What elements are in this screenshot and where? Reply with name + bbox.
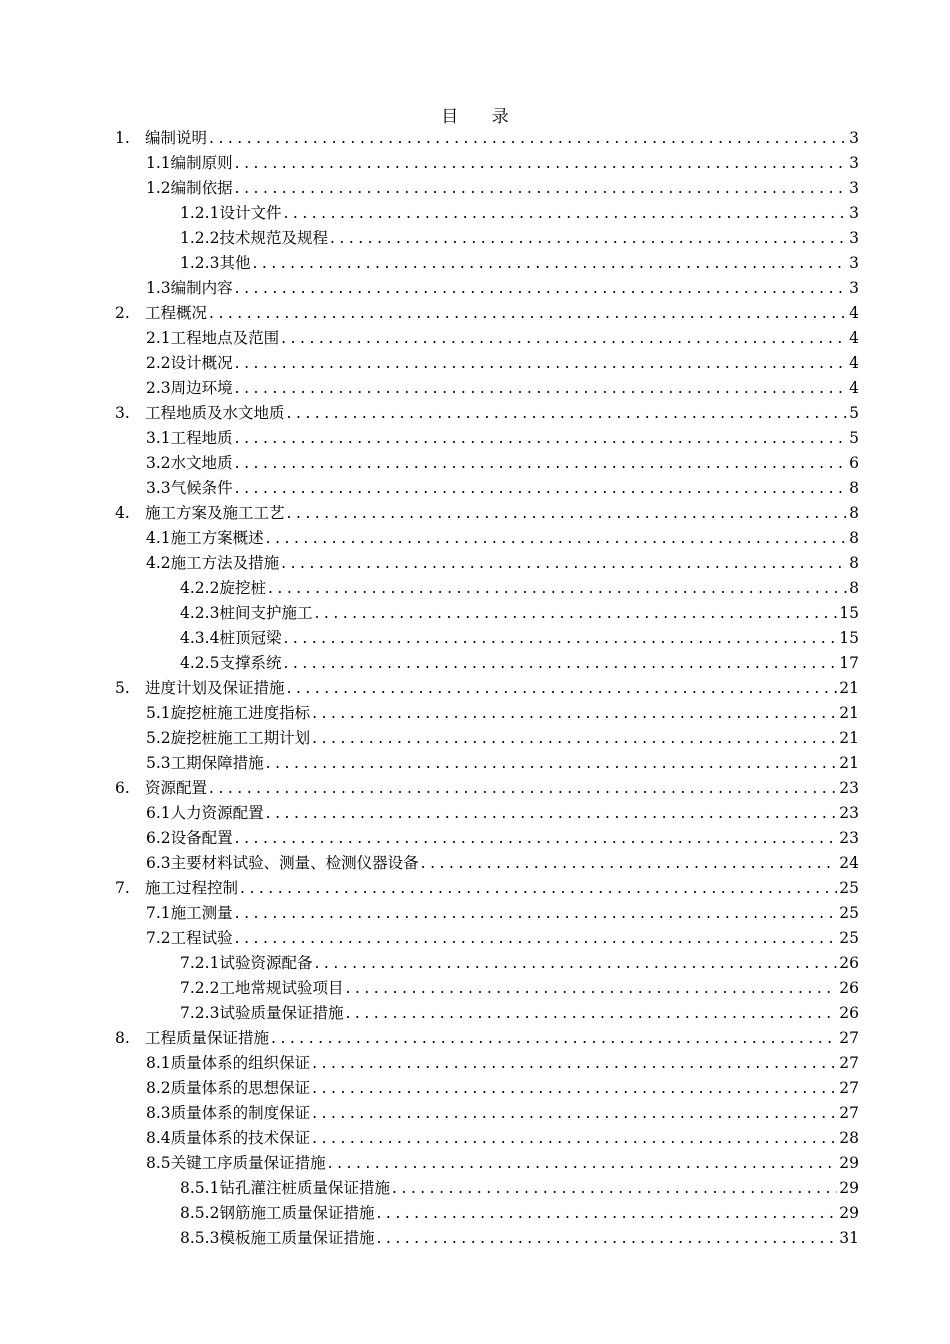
toc-entry-page: 23 bbox=[839, 779, 859, 797]
toc-entry-page: 23 bbox=[839, 829, 859, 847]
toc-entry-number: 1.2.1 bbox=[180, 204, 220, 222]
toc-entry-number: 6.3 bbox=[146, 854, 171, 872]
toc-leader-dots bbox=[330, 226, 847, 251]
toc-entry-label: 其他 bbox=[219, 254, 251, 272]
toc-entry-number: 6.1 bbox=[146, 804, 171, 822]
toc-entry-number: 8. bbox=[115, 1029, 130, 1047]
toc-entry[interactable] bbox=[180, 951, 859, 976]
toc-leader-dots bbox=[312, 1051, 837, 1076]
toc-entry[interactable] bbox=[180, 251, 859, 276]
toc-entry-page: 21 bbox=[839, 704, 859, 722]
toc-entry-label: 施工测量 bbox=[170, 904, 233, 922]
toc-entry-label: 质量体系的组织保证 bbox=[170, 1054, 311, 1072]
toc-entry-label: 编制依据 bbox=[170, 179, 233, 197]
toc-entry-page: 23 bbox=[839, 804, 859, 822]
toc-entry-page: 8 bbox=[849, 504, 859, 522]
toc-entry-page: 26 bbox=[839, 1004, 859, 1022]
toc-entry-label: 进度计划及保证措施 bbox=[145, 679, 285, 697]
toc-entry-page: 17 bbox=[839, 654, 859, 672]
toc-entry[interactable] bbox=[146, 1076, 859, 1101]
toc-leader-dots bbox=[314, 951, 837, 976]
toc-entry-page: 8 bbox=[849, 554, 859, 572]
toc-entry-number: 1.1 bbox=[146, 154, 171, 172]
toc-entry-page: 21 bbox=[839, 729, 859, 747]
toc-entry[interactable] bbox=[115, 876, 859, 901]
toc-leader-dots bbox=[283, 201, 847, 226]
toc-entry-page: 4 bbox=[849, 304, 859, 322]
toc-entry[interactable] bbox=[180, 1176, 859, 1201]
toc-entry-page: 5 bbox=[849, 429, 859, 447]
toc-leader-dots bbox=[235, 926, 838, 951]
toc-leader-dots bbox=[235, 276, 847, 301]
toc-leader-dots bbox=[287, 676, 838, 701]
toc-leader-dots bbox=[312, 1101, 837, 1126]
toc-entry[interactable] bbox=[146, 1101, 859, 1126]
toc-entry-number: 2.1 bbox=[146, 329, 171, 347]
toc-entry-number: 1.2 bbox=[146, 179, 171, 197]
toc-entry-number: 7.2.3 bbox=[180, 1004, 220, 1022]
toc-leader-dots bbox=[312, 1076, 837, 1101]
toc-entry-label: 工程质量保证措施 bbox=[145, 1029, 270, 1047]
toc-entry-label: 设计文件 bbox=[219, 204, 282, 222]
toc-entry-label: 钻孔灌注桩质量保证措施 bbox=[219, 1179, 390, 1197]
toc-leader-dots bbox=[376, 1201, 837, 1226]
toc-leader-dots bbox=[281, 551, 847, 576]
toc-entry-number: 2.2 bbox=[146, 354, 171, 372]
toc-entry-page: 29 bbox=[839, 1154, 859, 1172]
toc-entry[interactable] bbox=[146, 176, 859, 201]
toc-entry-number: 5.2 bbox=[146, 729, 171, 747]
toc-entry-label: 水文地质 bbox=[170, 454, 233, 472]
toc-leader-dots bbox=[421, 851, 838, 876]
toc-leader-dots bbox=[209, 776, 837, 801]
toc-entry[interactable] bbox=[146, 276, 859, 301]
toc-entry-page: 31 bbox=[839, 1229, 859, 1247]
toc-entry-page: 21 bbox=[839, 679, 859, 697]
toc-entry-label: 设备配置 bbox=[170, 829, 233, 847]
toc-leader-dots bbox=[312, 1126, 837, 1151]
toc-entry-number: 2.3 bbox=[146, 379, 171, 397]
toc-entry-page: 6 bbox=[849, 454, 859, 472]
toc-entry-label: 施工方案概述 bbox=[170, 529, 264, 547]
toc-entry-label: 资源配置 bbox=[145, 779, 208, 797]
toc-entry-page: 15 bbox=[839, 629, 859, 647]
toc-entry-page: 28 bbox=[839, 1129, 859, 1147]
toc-entry-page: 4 bbox=[849, 329, 859, 347]
toc-entry[interactable] bbox=[146, 926, 859, 951]
toc-entry[interactable] bbox=[146, 351, 859, 376]
toc-leader-dots bbox=[345, 1001, 837, 1026]
toc-leader-dots bbox=[376, 1226, 837, 1251]
toc-entry-label: 质量体系的技术保证 bbox=[170, 1129, 311, 1147]
toc-entry-page: 25 bbox=[839, 904, 859, 922]
toc-entry[interactable] bbox=[146, 751, 859, 776]
toc-entry[interactable] bbox=[146, 726, 859, 751]
toc-leader-dots bbox=[209, 301, 847, 326]
page-title: 目 录 bbox=[441, 107, 523, 127]
toc-entry-label: 设计概况 bbox=[170, 354, 233, 372]
toc-entry-label: 钢筋施工质量保证措施 bbox=[219, 1204, 375, 1222]
toc-entry-page: 3 bbox=[849, 154, 859, 172]
toc-entry[interactable] bbox=[115, 126, 859, 151]
toc-entry-label: 旋挖桩 bbox=[219, 579, 266, 597]
toc-entry-label: 关键工序质量保证措施 bbox=[170, 1154, 326, 1172]
toc-leader-dots bbox=[268, 576, 847, 601]
toc-entry[interactable] bbox=[115, 676, 859, 701]
toc-entry-number: 2. bbox=[115, 304, 130, 322]
toc-entry-label: 工期保障措施 bbox=[170, 754, 264, 772]
toc-entry-number: 8.5.3 bbox=[180, 1229, 220, 1247]
toc-entry[interactable] bbox=[146, 451, 859, 476]
toc-entry-number: 8.1 bbox=[146, 1054, 171, 1072]
toc-leader-dots bbox=[266, 526, 847, 551]
toc-entry-page: 4 bbox=[849, 379, 859, 397]
toc-entry-number: 5. bbox=[115, 679, 130, 697]
toc-leader-dots bbox=[312, 701, 837, 726]
toc-leader-dots bbox=[266, 801, 838, 826]
toc-leader-dots bbox=[328, 1151, 838, 1176]
toc-entry-page: 27 bbox=[839, 1104, 859, 1122]
toc-entry-page: 3 bbox=[849, 179, 859, 197]
toc-entry-number: 1.3 bbox=[146, 279, 171, 297]
toc-entry-number: 1.2.3 bbox=[180, 254, 220, 272]
toc-leader-dots bbox=[235, 151, 847, 176]
toc-entry[interactable] bbox=[180, 976, 859, 1001]
toc-entry-page: 21 bbox=[839, 754, 859, 772]
toc-entry-page: 26 bbox=[839, 954, 859, 972]
toc-entry-label: 人力资源配置 bbox=[170, 804, 264, 822]
toc-entry-label: 编制说明 bbox=[145, 129, 208, 147]
toc-leader-dots bbox=[235, 451, 847, 476]
toc-entry-label: 支撑系统 bbox=[219, 654, 282, 672]
toc-leader-dots bbox=[209, 126, 847, 151]
toc-leader-dots bbox=[271, 1026, 837, 1051]
toc-entry[interactable] bbox=[146, 326, 859, 351]
toc-entry-number: 6.2 bbox=[146, 829, 171, 847]
toc-entry-page: 3 bbox=[849, 204, 859, 222]
toc-entry-page: 25 bbox=[839, 929, 859, 947]
toc-entry-number: 3.1 bbox=[146, 429, 171, 447]
toc-entry-label: 施工方案及施工工艺 bbox=[145, 504, 285, 522]
toc-leader-dots bbox=[235, 476, 847, 501]
toc-entry-number: 3.3 bbox=[146, 479, 171, 497]
toc-entry-number: 7.2.1 bbox=[180, 954, 220, 972]
toc-leader-dots bbox=[235, 826, 838, 851]
toc-leader-dots bbox=[392, 1176, 837, 1201]
toc-entry-number: 8.5.1 bbox=[180, 1179, 220, 1197]
toc-entry[interactable] bbox=[115, 301, 859, 326]
toc-leader-dots bbox=[266, 751, 838, 776]
toc-entry-number: 4.2.3 bbox=[180, 604, 220, 622]
toc-entry[interactable] bbox=[115, 776, 859, 801]
toc-entry-label: 工程地质 bbox=[170, 429, 233, 447]
toc-leader-dots bbox=[312, 726, 837, 751]
toc-entry-page: 3 bbox=[849, 129, 859, 147]
toc-entry[interactable] bbox=[180, 1226, 859, 1251]
toc-entry-number: 4. bbox=[115, 504, 130, 522]
toc-entry[interactable] bbox=[115, 401, 859, 426]
toc-entry-label: 旋挖桩施工进度指标 bbox=[170, 704, 311, 722]
toc-entry[interactable] bbox=[146, 526, 859, 551]
toc-entry-label: 桩间支护施工 bbox=[219, 604, 313, 622]
toc-entry-page: 27 bbox=[839, 1079, 859, 1097]
toc-entry[interactable] bbox=[180, 626, 859, 651]
toc-entry-number: 7.2 bbox=[146, 929, 171, 947]
toc-entry-page: 27 bbox=[839, 1029, 859, 1047]
toc-entry-page: 15 bbox=[839, 604, 859, 622]
toc-entry-page: 27 bbox=[839, 1054, 859, 1072]
toc-entry-number: 8.2 bbox=[146, 1079, 171, 1097]
toc-entry[interactable] bbox=[180, 576, 859, 601]
toc-entry-label: 施工方法及措施 bbox=[170, 554, 280, 572]
toc-entry-label: 模板施工质量保证措施 bbox=[219, 1229, 375, 1247]
toc-leader-dots bbox=[235, 901, 838, 926]
toc-entry[interactable] bbox=[146, 701, 859, 726]
toc-entry-number: 4.3.4 bbox=[180, 629, 220, 647]
toc-entry-label: 周边环境 bbox=[170, 379, 233, 397]
toc-entry-label: 质量体系的思想保证 bbox=[170, 1079, 311, 1097]
toc-entry-number: 1.2.2 bbox=[180, 229, 220, 247]
toc-entry-label: 编制原则 bbox=[170, 154, 233, 172]
toc-leader-dots bbox=[287, 401, 847, 426]
toc-entry[interactable] bbox=[146, 1151, 859, 1176]
toc-entry-number: 3. bbox=[115, 404, 130, 422]
toc-entry-number: 4.2 bbox=[146, 554, 171, 572]
toc-entry-page: 8 bbox=[849, 579, 859, 597]
toc-entry-number: 7. bbox=[115, 879, 130, 897]
toc-entry-label: 主要材料试验、测量、检测仪器设备 bbox=[170, 854, 419, 872]
toc-entry-label: 工程试验 bbox=[170, 929, 233, 947]
toc-entry-label: 气候条件 bbox=[170, 479, 233, 497]
toc-entry-page: 4 bbox=[849, 354, 859, 372]
toc-entry[interactable] bbox=[146, 426, 859, 451]
toc-entry-number: 3.2 bbox=[146, 454, 171, 472]
toc-entry[interactable] bbox=[115, 501, 859, 526]
toc-entry[interactable] bbox=[146, 551, 859, 576]
toc-leader-dots bbox=[314, 601, 837, 626]
toc-entry[interactable] bbox=[180, 1201, 859, 1226]
toc-entry[interactable] bbox=[146, 801, 859, 826]
toc-leader-dots bbox=[235, 176, 847, 201]
toc-leader-dots bbox=[287, 501, 847, 526]
toc-entry-page: 24 bbox=[839, 854, 859, 872]
toc-entry-number: 4.1 bbox=[146, 529, 171, 547]
toc-entry-page: 8 bbox=[849, 529, 859, 547]
toc-entry[interactable] bbox=[146, 851, 859, 876]
toc-entry-page: 3 bbox=[849, 254, 859, 272]
toc-leader-dots bbox=[281, 326, 847, 351]
toc-entry[interactable] bbox=[180, 1001, 859, 1026]
toc-entry-label: 试验质量保证措施 bbox=[219, 1004, 344, 1022]
toc-entry[interactable] bbox=[146, 151, 859, 176]
toc-entry-number: 8.4 bbox=[146, 1129, 171, 1147]
toc-entry-number: 7.1 bbox=[146, 904, 171, 922]
toc-entry[interactable] bbox=[115, 1026, 859, 1051]
toc-entry[interactable] bbox=[146, 1051, 859, 1076]
toc-entry[interactable] bbox=[146, 901, 859, 926]
toc-entry-number: 8.5.2 bbox=[180, 1204, 220, 1222]
toc-leader-dots bbox=[235, 426, 847, 451]
toc-entry[interactable] bbox=[180, 201, 859, 226]
toc-entry-label: 工程地点及范围 bbox=[170, 329, 280, 347]
toc-entry[interactable] bbox=[180, 226, 859, 251]
toc-leader-dots bbox=[283, 626, 837, 651]
toc-entry-number: 6. bbox=[115, 779, 130, 797]
toc-entry-label: 旋挖桩施工工期计划 bbox=[170, 729, 311, 747]
toc-entry-number: 5.1 bbox=[146, 704, 171, 722]
toc-entry-label: 试验资源配备 bbox=[219, 954, 313, 972]
toc-entry-number: 1. bbox=[115, 129, 130, 147]
toc-entry-number: 7.2.2 bbox=[180, 979, 220, 997]
toc-leader-dots bbox=[252, 251, 847, 276]
toc-leader-dots bbox=[235, 351, 847, 376]
toc-entry[interactable] bbox=[146, 476, 859, 501]
toc-entry[interactable] bbox=[146, 376, 859, 401]
toc-entry-number: 8.5 bbox=[146, 1154, 171, 1172]
toc-leader-dots bbox=[240, 876, 837, 901]
toc-entry[interactable] bbox=[146, 826, 859, 851]
toc-entry-page: 5 bbox=[849, 404, 859, 422]
toc-entry-number: 4.2.2 bbox=[180, 579, 220, 597]
toc-entry-label: 编制内容 bbox=[170, 279, 233, 297]
toc-entry-page: 3 bbox=[849, 279, 859, 297]
toc-leader-dots bbox=[345, 976, 837, 1001]
toc-entry-label: 工程概况 bbox=[145, 304, 208, 322]
toc-entry-page: 26 bbox=[839, 979, 859, 997]
toc-entry-page: 25 bbox=[839, 879, 859, 897]
toc-entry-page: 8 bbox=[849, 479, 859, 497]
toc-entry-label: 质量体系的制度保证 bbox=[170, 1104, 311, 1122]
toc-entry-label: 工地常规试验项目 bbox=[219, 979, 344, 997]
toc-entry-page: 29 bbox=[839, 1179, 859, 1197]
toc-leader-dots bbox=[283, 651, 837, 676]
toc-entry-label: 工程地质及水文地质 bbox=[145, 404, 285, 422]
toc-entry[interactable] bbox=[180, 651, 859, 676]
toc-entry[interactable] bbox=[146, 1126, 859, 1151]
toc-entry-page: 29 bbox=[839, 1204, 859, 1222]
toc-entry-page: 3 bbox=[849, 229, 859, 247]
toc-entry-number: 5.3 bbox=[146, 754, 171, 772]
toc-entry-label: 施工过程控制 bbox=[145, 879, 239, 897]
toc-entry-number: 4.2.5 bbox=[180, 654, 220, 672]
toc-leader-dots bbox=[235, 376, 847, 401]
toc-entry-label: 技术规范及规程 bbox=[219, 229, 328, 247]
toc-entry-label: 桩顶冠梁 bbox=[219, 629, 282, 647]
toc-entry[interactable] bbox=[180, 601, 859, 626]
toc-entry-number: 8.3 bbox=[146, 1104, 171, 1122]
